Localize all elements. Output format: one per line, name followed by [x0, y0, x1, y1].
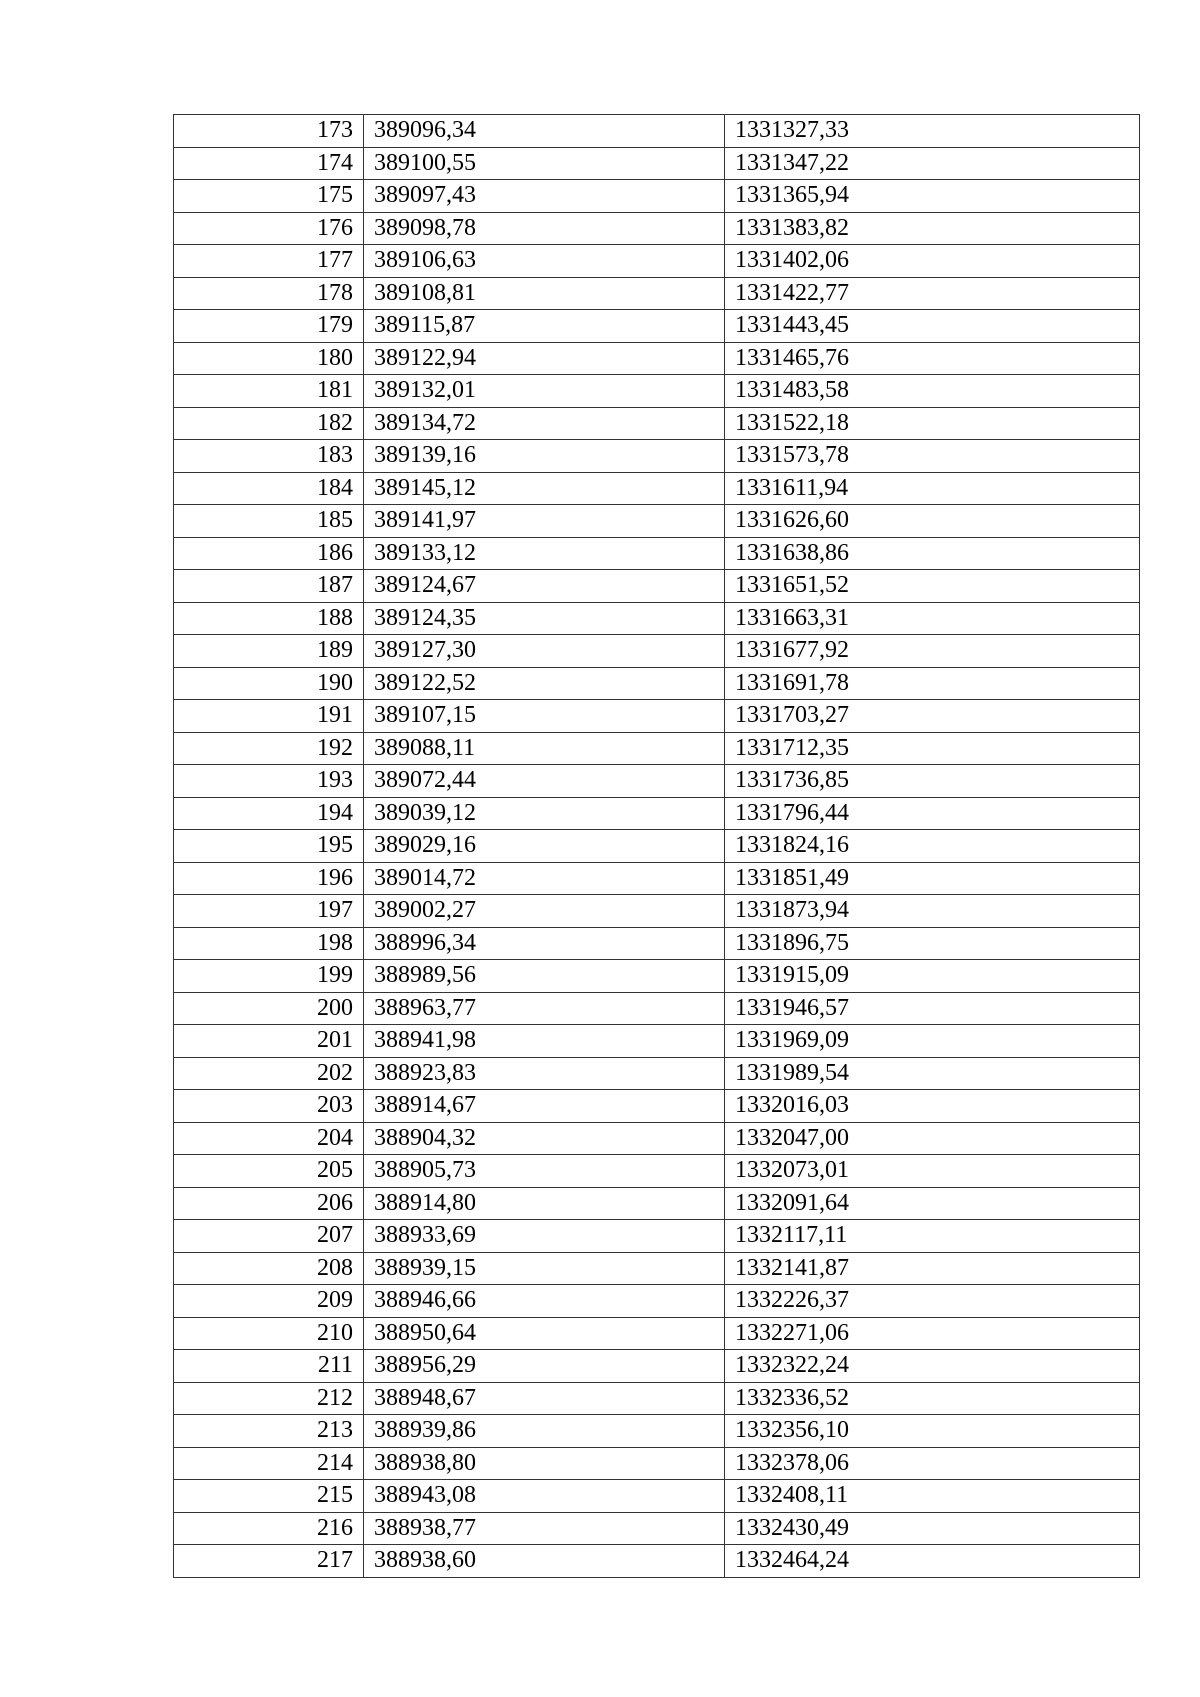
x-coordinate-cell: 389122,94 — [364, 342, 725, 375]
y-coordinate-cell: 1331851,49 — [725, 862, 1140, 895]
point-number-cell: 189 — [174, 635, 364, 668]
table-row — [174, 1317, 1140, 1350]
point-number-cell: 214 — [174, 1447, 364, 1480]
x-coordinate-cell: 388939,86 — [364, 1415, 725, 1448]
x-coordinate-cell: 389106,63 — [364, 245, 725, 278]
x-coordinate-cell: 388933,69 — [364, 1220, 725, 1253]
point-number-cell: 175 — [174, 180, 364, 213]
point-number-cell: 174 — [174, 147, 364, 180]
table-row — [174, 115, 1140, 148]
y-coordinate-cell: 1332091,64 — [725, 1187, 1140, 1220]
point-number-cell: 191 — [174, 700, 364, 733]
point-number-cell: 198 — [174, 927, 364, 960]
point-number-cell: 213 — [174, 1415, 364, 1448]
x-coordinate-cell: 388943,08 — [364, 1480, 725, 1513]
x-coordinate-cell: 388939,15 — [364, 1252, 725, 1285]
table-row — [174, 440, 1140, 473]
y-coordinate-cell: 1331422,77 — [725, 277, 1140, 310]
point-number-cell: 217 — [174, 1545, 364, 1578]
table-row — [174, 505, 1140, 538]
y-coordinate-cell: 1331402,06 — [725, 245, 1140, 278]
point-number-cell: 211 — [174, 1350, 364, 1383]
table-row — [174, 862, 1140, 895]
x-coordinate-cell: 389002,27 — [364, 895, 725, 928]
x-coordinate-cell: 388963,77 — [364, 992, 725, 1025]
point-number-cell: 183 — [174, 440, 364, 473]
table-row — [174, 310, 1140, 343]
table-row — [174, 667, 1140, 700]
table-row — [174, 570, 1140, 603]
table-row — [174, 537, 1140, 570]
table-row — [174, 830, 1140, 863]
y-coordinate-cell: 1331969,09 — [725, 1025, 1140, 1058]
x-coordinate-cell: 389100,55 — [364, 147, 725, 180]
x-coordinate-cell: 388950,64 — [364, 1317, 725, 1350]
point-number-cell: 176 — [174, 212, 364, 245]
y-coordinate-cell: 1332378,06 — [725, 1447, 1140, 1480]
table-row — [174, 245, 1140, 278]
y-coordinate-cell: 1331873,94 — [725, 895, 1140, 928]
y-coordinate-cell: 1331522,18 — [725, 407, 1140, 440]
y-coordinate-cell: 1331946,57 — [725, 992, 1140, 1025]
table-row — [174, 635, 1140, 668]
y-coordinate-cell: 1332016,03 — [725, 1090, 1140, 1123]
y-coordinate-cell: 1332117,11 — [725, 1220, 1140, 1253]
x-coordinate-cell: 389134,72 — [364, 407, 725, 440]
table-row — [174, 1415, 1140, 1448]
y-coordinate-cell: 1331327,33 — [725, 115, 1140, 148]
table-row — [174, 407, 1140, 440]
x-coordinate-cell: 389124,35 — [364, 602, 725, 635]
x-coordinate-cell: 388914,67 — [364, 1090, 725, 1123]
y-coordinate-cell: 1331465,76 — [725, 342, 1140, 375]
point-number-cell: 199 — [174, 960, 364, 993]
table-row — [174, 1187, 1140, 1220]
x-coordinate-cell: 389096,34 — [364, 115, 725, 148]
table-row — [174, 1480, 1140, 1513]
point-number-cell: 177 — [174, 245, 364, 278]
y-coordinate-cell: 1331796,44 — [725, 797, 1140, 830]
table-row — [174, 342, 1140, 375]
table-row — [174, 927, 1140, 960]
x-coordinate-cell: 389088,11 — [364, 732, 725, 765]
y-coordinate-cell: 1331896,75 — [725, 927, 1140, 960]
point-number-cell: 187 — [174, 570, 364, 603]
table-row — [174, 700, 1140, 733]
y-coordinate-cell: 1332226,37 — [725, 1285, 1140, 1318]
point-number-cell: 210 — [174, 1317, 364, 1350]
y-coordinate-cell: 1332141,87 — [725, 1252, 1140, 1285]
x-coordinate-cell: 389124,67 — [364, 570, 725, 603]
table-row — [174, 1447, 1140, 1480]
x-coordinate-cell: 388989,56 — [364, 960, 725, 993]
y-coordinate-cell: 1331703,27 — [725, 700, 1140, 733]
point-number-cell: 212 — [174, 1382, 364, 1415]
table-row — [174, 732, 1140, 765]
point-number-cell: 179 — [174, 310, 364, 343]
y-coordinate-cell: 1331573,78 — [725, 440, 1140, 473]
table-row — [174, 1350, 1140, 1383]
point-number-cell: 180 — [174, 342, 364, 375]
y-coordinate-cell: 1331651,52 — [725, 570, 1140, 603]
point-number-cell: 197 — [174, 895, 364, 928]
x-coordinate-cell: 388914,80 — [364, 1187, 725, 1220]
point-number-cell: 173 — [174, 115, 364, 148]
y-coordinate-cell: 1332336,52 — [725, 1382, 1140, 1415]
table-row — [174, 1122, 1140, 1155]
point-number-cell: 215 — [174, 1480, 364, 1513]
table-row — [174, 1220, 1140, 1253]
point-number-cell: 201 — [174, 1025, 364, 1058]
x-coordinate-cell: 389127,30 — [364, 635, 725, 668]
x-coordinate-cell: 388941,98 — [364, 1025, 725, 1058]
point-number-cell: 178 — [174, 277, 364, 310]
point-number-cell: 200 — [174, 992, 364, 1025]
y-coordinate-cell: 1332464,24 — [725, 1545, 1140, 1578]
x-coordinate-cell: 388905,73 — [364, 1155, 725, 1188]
point-number-cell: 209 — [174, 1285, 364, 1318]
x-coordinate-cell: 389097,43 — [364, 180, 725, 213]
point-number-cell: 185 — [174, 505, 364, 538]
x-coordinate-cell: 388996,34 — [364, 927, 725, 960]
table-row — [174, 895, 1140, 928]
point-number-cell: 190 — [174, 667, 364, 700]
point-number-cell: 184 — [174, 472, 364, 505]
point-number-cell: 193 — [174, 765, 364, 798]
coordinates-table-body — [174, 115, 1140, 1578]
y-coordinate-cell: 1331712,35 — [725, 732, 1140, 765]
point-number-cell: 182 — [174, 407, 364, 440]
table-row — [174, 1285, 1140, 1318]
point-number-cell: 205 — [174, 1155, 364, 1188]
x-coordinate-cell: 389072,44 — [364, 765, 725, 798]
y-coordinate-cell: 1331365,94 — [725, 180, 1140, 213]
coordinates-table — [173, 114, 1140, 1578]
y-coordinate-cell: 1331383,82 — [725, 212, 1140, 245]
x-coordinate-cell: 389122,52 — [364, 667, 725, 700]
point-number-cell: 186 — [174, 537, 364, 570]
point-number-cell: 202 — [174, 1057, 364, 1090]
table-row — [174, 147, 1140, 180]
y-coordinate-cell: 1331638,86 — [725, 537, 1140, 570]
table-row — [174, 375, 1140, 408]
table-row — [174, 1090, 1140, 1123]
y-coordinate-cell: 1332430,49 — [725, 1512, 1140, 1545]
y-coordinate-cell: 1331443,45 — [725, 310, 1140, 343]
x-coordinate-cell: 388946,66 — [364, 1285, 725, 1318]
table-row — [174, 1057, 1140, 1090]
x-coordinate-cell: 389098,78 — [364, 212, 725, 245]
x-coordinate-cell: 389132,01 — [364, 375, 725, 408]
point-number-cell: 181 — [174, 375, 364, 408]
x-coordinate-cell: 389014,72 — [364, 862, 725, 895]
x-coordinate-cell: 389107,15 — [364, 700, 725, 733]
table-row — [174, 960, 1140, 993]
table-row — [174, 1252, 1140, 1285]
point-number-cell: 207 — [174, 1220, 364, 1253]
x-coordinate-cell: 388938,77 — [364, 1512, 725, 1545]
y-coordinate-cell: 1331691,78 — [725, 667, 1140, 700]
y-coordinate-cell: 1331677,92 — [725, 635, 1140, 668]
x-coordinate-cell: 388938,60 — [364, 1545, 725, 1578]
table-row — [174, 1155, 1140, 1188]
x-coordinate-cell: 389039,12 — [364, 797, 725, 830]
x-coordinate-cell: 388938,80 — [364, 1447, 725, 1480]
y-coordinate-cell: 1331483,58 — [725, 375, 1140, 408]
y-coordinate-cell: 1332356,10 — [725, 1415, 1140, 1448]
point-number-cell: 188 — [174, 602, 364, 635]
table-row — [174, 212, 1140, 245]
point-number-cell: 206 — [174, 1187, 364, 1220]
table-row — [174, 472, 1140, 505]
y-coordinate-cell: 1331611,94 — [725, 472, 1140, 505]
table-row — [174, 180, 1140, 213]
table-row — [174, 602, 1140, 635]
x-coordinate-cell: 389108,81 — [364, 277, 725, 310]
point-number-cell: 216 — [174, 1512, 364, 1545]
y-coordinate-cell: 1332408,11 — [725, 1480, 1140, 1513]
point-number-cell: 204 — [174, 1122, 364, 1155]
y-coordinate-cell: 1331347,22 — [725, 147, 1140, 180]
y-coordinate-cell: 1331736,85 — [725, 765, 1140, 798]
y-coordinate-cell: 1331989,54 — [725, 1057, 1140, 1090]
y-coordinate-cell: 1332322,24 — [725, 1350, 1140, 1383]
table-row — [174, 1382, 1140, 1415]
x-coordinate-cell: 388948,67 — [364, 1382, 725, 1415]
table-row — [174, 765, 1140, 798]
table-row — [174, 797, 1140, 830]
table-row — [174, 1025, 1140, 1058]
x-coordinate-cell: 389145,12 — [364, 472, 725, 505]
y-coordinate-cell: 1331915,09 — [725, 960, 1140, 993]
table-row — [174, 277, 1140, 310]
point-number-cell: 194 — [174, 797, 364, 830]
x-coordinate-cell: 389115,87 — [364, 310, 725, 343]
y-coordinate-cell: 1331663,31 — [725, 602, 1140, 635]
x-coordinate-cell: 389029,16 — [364, 830, 725, 863]
x-coordinate-cell: 389133,12 — [364, 537, 725, 570]
point-number-cell: 208 — [174, 1252, 364, 1285]
x-coordinate-cell: 388956,29 — [364, 1350, 725, 1383]
x-coordinate-cell: 389139,16 — [364, 440, 725, 473]
y-coordinate-cell: 1331824,16 — [725, 830, 1140, 863]
x-coordinate-cell: 388923,83 — [364, 1057, 725, 1090]
y-coordinate-cell: 1331626,60 — [725, 505, 1140, 538]
y-coordinate-cell: 1332073,01 — [725, 1155, 1140, 1188]
x-coordinate-cell: 389141,97 — [364, 505, 725, 538]
y-coordinate-cell: 1332047,00 — [725, 1122, 1140, 1155]
table-row — [174, 992, 1140, 1025]
table-row — [174, 1545, 1140, 1578]
point-number-cell: 203 — [174, 1090, 364, 1123]
table-row — [174, 1512, 1140, 1545]
point-number-cell: 196 — [174, 862, 364, 895]
point-number-cell: 195 — [174, 830, 364, 863]
x-coordinate-cell: 388904,32 — [364, 1122, 725, 1155]
y-coordinate-cell: 1332271,06 — [725, 1317, 1140, 1350]
point-number-cell: 192 — [174, 732, 364, 765]
